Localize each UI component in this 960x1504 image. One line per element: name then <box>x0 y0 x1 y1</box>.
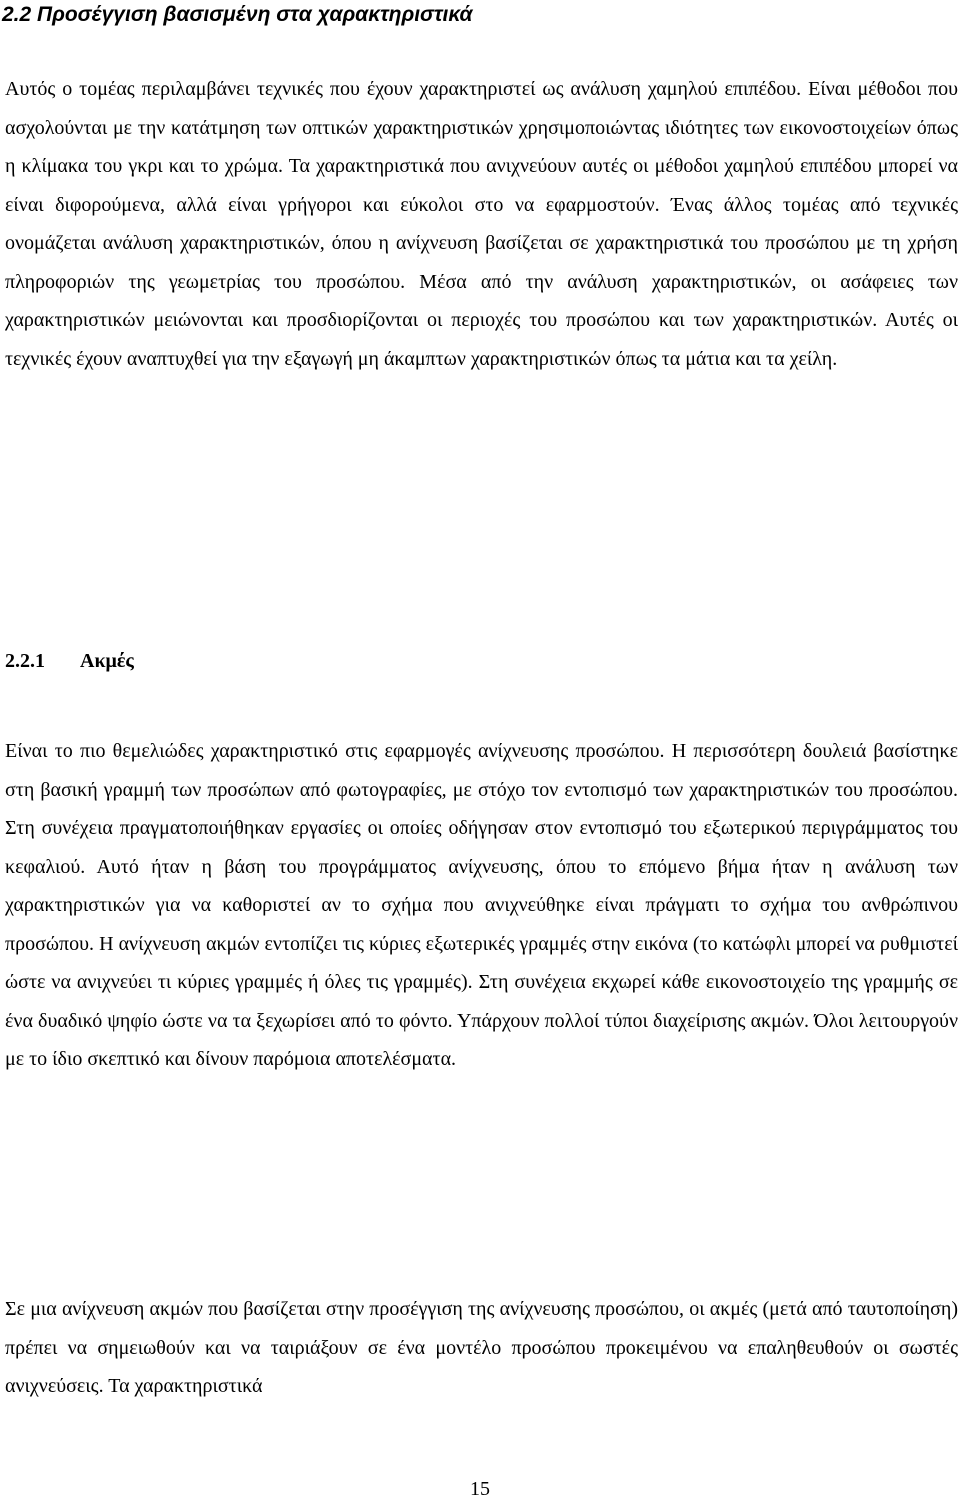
subsection-number: 2.2.1 <box>5 650 45 672</box>
subsection-title: Ακμές <box>80 650 134 672</box>
page-number: 15 <box>470 1478 490 1500</box>
subsection-heading <box>5 648 134 674</box>
paragraph-edge-detection-approach: Σε μια ανίχνευση ακμών που βασίζεται στην προσέγγιση της ανίχνευσης προσώπου, οι ακμές (μετά από ταυτοποίηση) πρέπει να σημειωθούν και να ταιριάξουν σε ένα μοντέλο προσώπου προκειμένου να επαληθευθούν οι σωστές ανιχνεύσεις. Τα χαρακτηριστικά <box>5 1298 958 1397</box>
paragraph-edges: Είναι το πιο θεμελιώδες χαρακτηριστικό στις εφαρμογές ανίχνευσης προσώπου. Η περισσότερη δουλειά βασίστηκε στη βασική γραμμή των προσώπων από φωτογραφίες, με στόχο τον εντοπισμό των χαρακτηριστικών του προσώπου. Στη συνέχεια πραγματοποιήθηκαν εργασίες οι οποίες οδήγησαν στον εντοπισμό του εξωτερικού περιγράμματος του κεφαλιού. Αυτό ήταν η βάση του προγράμματος ανίχνευσης, όπου το επόμενο βήμα ήταν η ανάλυση των χαρακτηριστικών για να καθοριστεί αν το σχήμα που ανιχνεύθηκε είναι πράγματι το σχήμα του ανθρώπινου προσώπου. Η ανίχνευση ακμών εντοπίζει τις κύριες εξωτερικές γραμμές στην εικόνα (το κατώφλι μπορεί να ρυθμιστεί ώστε να ανιχνεύει τι κύριες γραμμές ή όλες τις γραμμές). Στη συνέχεια εκχωρεί κάθε εικονοστοιχείο της γραμμής σε ένα δυαδικό ψηφίο ώστε να τα ξεχωρίσει από το φόντο. Υπάρχουν πολλοί τύποι διαχείρισης ακμών. Όλοι λειτουργούν με το ίδιο σκεπτικό και δίνουν παρόμοια αποτελέσματα. <box>5 740 958 1070</box>
section-heading: 2.2 Προσέγγιση βασισμένη στα χαρακτηριστικά <box>2 3 473 26</box>
paragraph-feature-analysis: Αυτός ο τομέας περιλαμβάνει τεχνικές που έχουν χαρακτηριστεί ως ανάλυση χαμηλού επιπέδου. Είναι μέθοδοι που ασχολούνται με την κατάτμηση των οπτικών χαρακτηριστικών χρησιμοποιώντας ιδιότητες των εικονοστοιχείων όπως η κλίμακα του γκρι και το χρώμα. Τα χαρακτηριστικά που ανιχνεύουν αυτές οι μέθοδοι χαμηλού επιπέδου μπορεί να είναι διφορούμενα, αλλά είναι γρήγοροι και εύκολοι στο να εφαρμοστούν. Ένας άλλος τομέας από τεχνικές ονομάζεται ανάλυση χαρακτηριστικών, όπου η ανίχνευση βασίζεται σε χαρακτηριστικά του προσώπου με τη χρήση πληροφοριών της γεωμετρίας του προσώπου. Μέσα από την ανάλυση χαρακτηριστικών, οι ασάφειες των χαρακτηριστικών μειώνονται και προσδιορίζονται οι περιοχές του προσώπου και των χαρακτηριστικών. Αυτές οι τεχνικές έχουν αναπτυχθεί για την εξαγωγή μη άκαμπτων χαρακτηριστικών όπως τα μάτια και τα χείλη. <box>5 78 958 370</box>
